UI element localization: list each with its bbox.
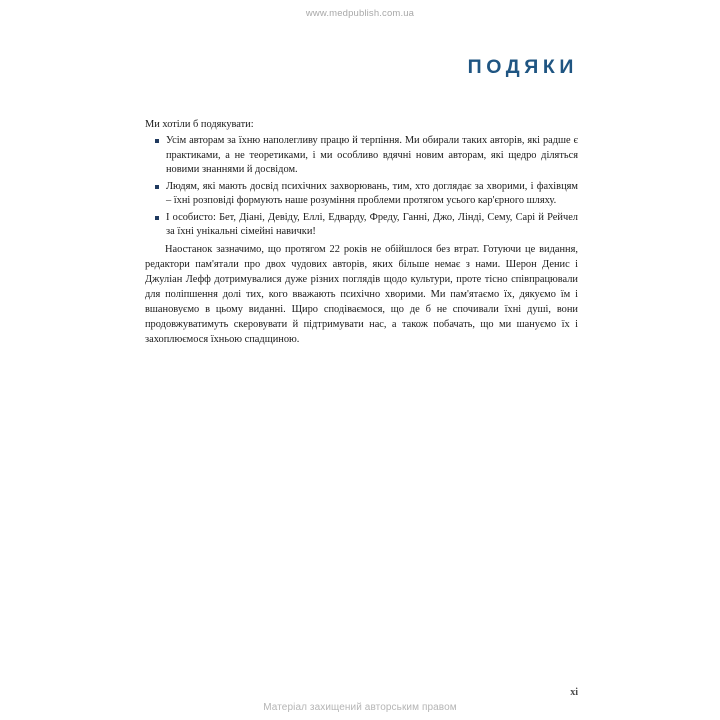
- list-item-text: Людям, які мають досвід психічних захворювань, тим, хто доглядає за хворими, і фахівцям – їхні розповіді формують наше розуміння проблеми протягом усього кар'єрного шляху.: [166, 180, 578, 207]
- lead-line: Ми хотіли б подякувати:: [145, 119, 254, 130]
- square-bullet-icon: [155, 139, 159, 143]
- list-item: [145, 180, 578, 210]
- copyright-notice: Матеріал захищений авторським правом: [263, 702, 457, 713]
- list-item-text: І особисто: Бет, Діані, Девіду, Еллі, Едварду, Фреду, Ганні, Джо, Лінді, Сему, Сарі й Рейчел за їхні унікальні сімейні навички!: [166, 211, 578, 238]
- page-number: xi: [570, 687, 578, 698]
- square-bullet-icon: [155, 216, 159, 220]
- page-title: ПОДЯКИ: [467, 56, 578, 79]
- list-item-text: Усім авторам за їхню наполегливу працю й терпіння. Ми обирали таких авторів, які радше є практиками, а не теоретиками, і ми особливо вдячні новим авторам, які щедро діляться новими знаннями й досвідом.: [166, 134, 578, 176]
- publisher-url-watermark: www.medpublish.com.ua: [305, 8, 415, 19]
- body-text-column: [145, 118, 578, 347]
- acknowledgements-list: [145, 134, 578, 240]
- list-item: [145, 134, 578, 178]
- list-item: [145, 211, 578, 241]
- square-bullet-icon: [155, 185, 159, 189]
- closing-paragraph: Наостанок зазначимо, що протягом 22 років не обійшлося без втрат. Готуючи це видання, редактори пам'ятали про двох чудових авторів, яких більше немає з нами. Шерон Денис і Джуліан Лефф дотримувалися дуже різних поглядів щодо культури, проте тісно співпрацювали для поліпшення долі тих, кого вважають психічно хворими. Ми пам'ятаємо їх, дякуємо їм і вшановуємо в цьому виданні. Щиро сподіваємося, що де б не спочивали їхні душі, вони продовжуватимуть скеровувати й підтримувати нас, а також побачать, що ми шануємо їх і захоплюємося їхньою спадщиною.: [145, 243, 578, 346]
